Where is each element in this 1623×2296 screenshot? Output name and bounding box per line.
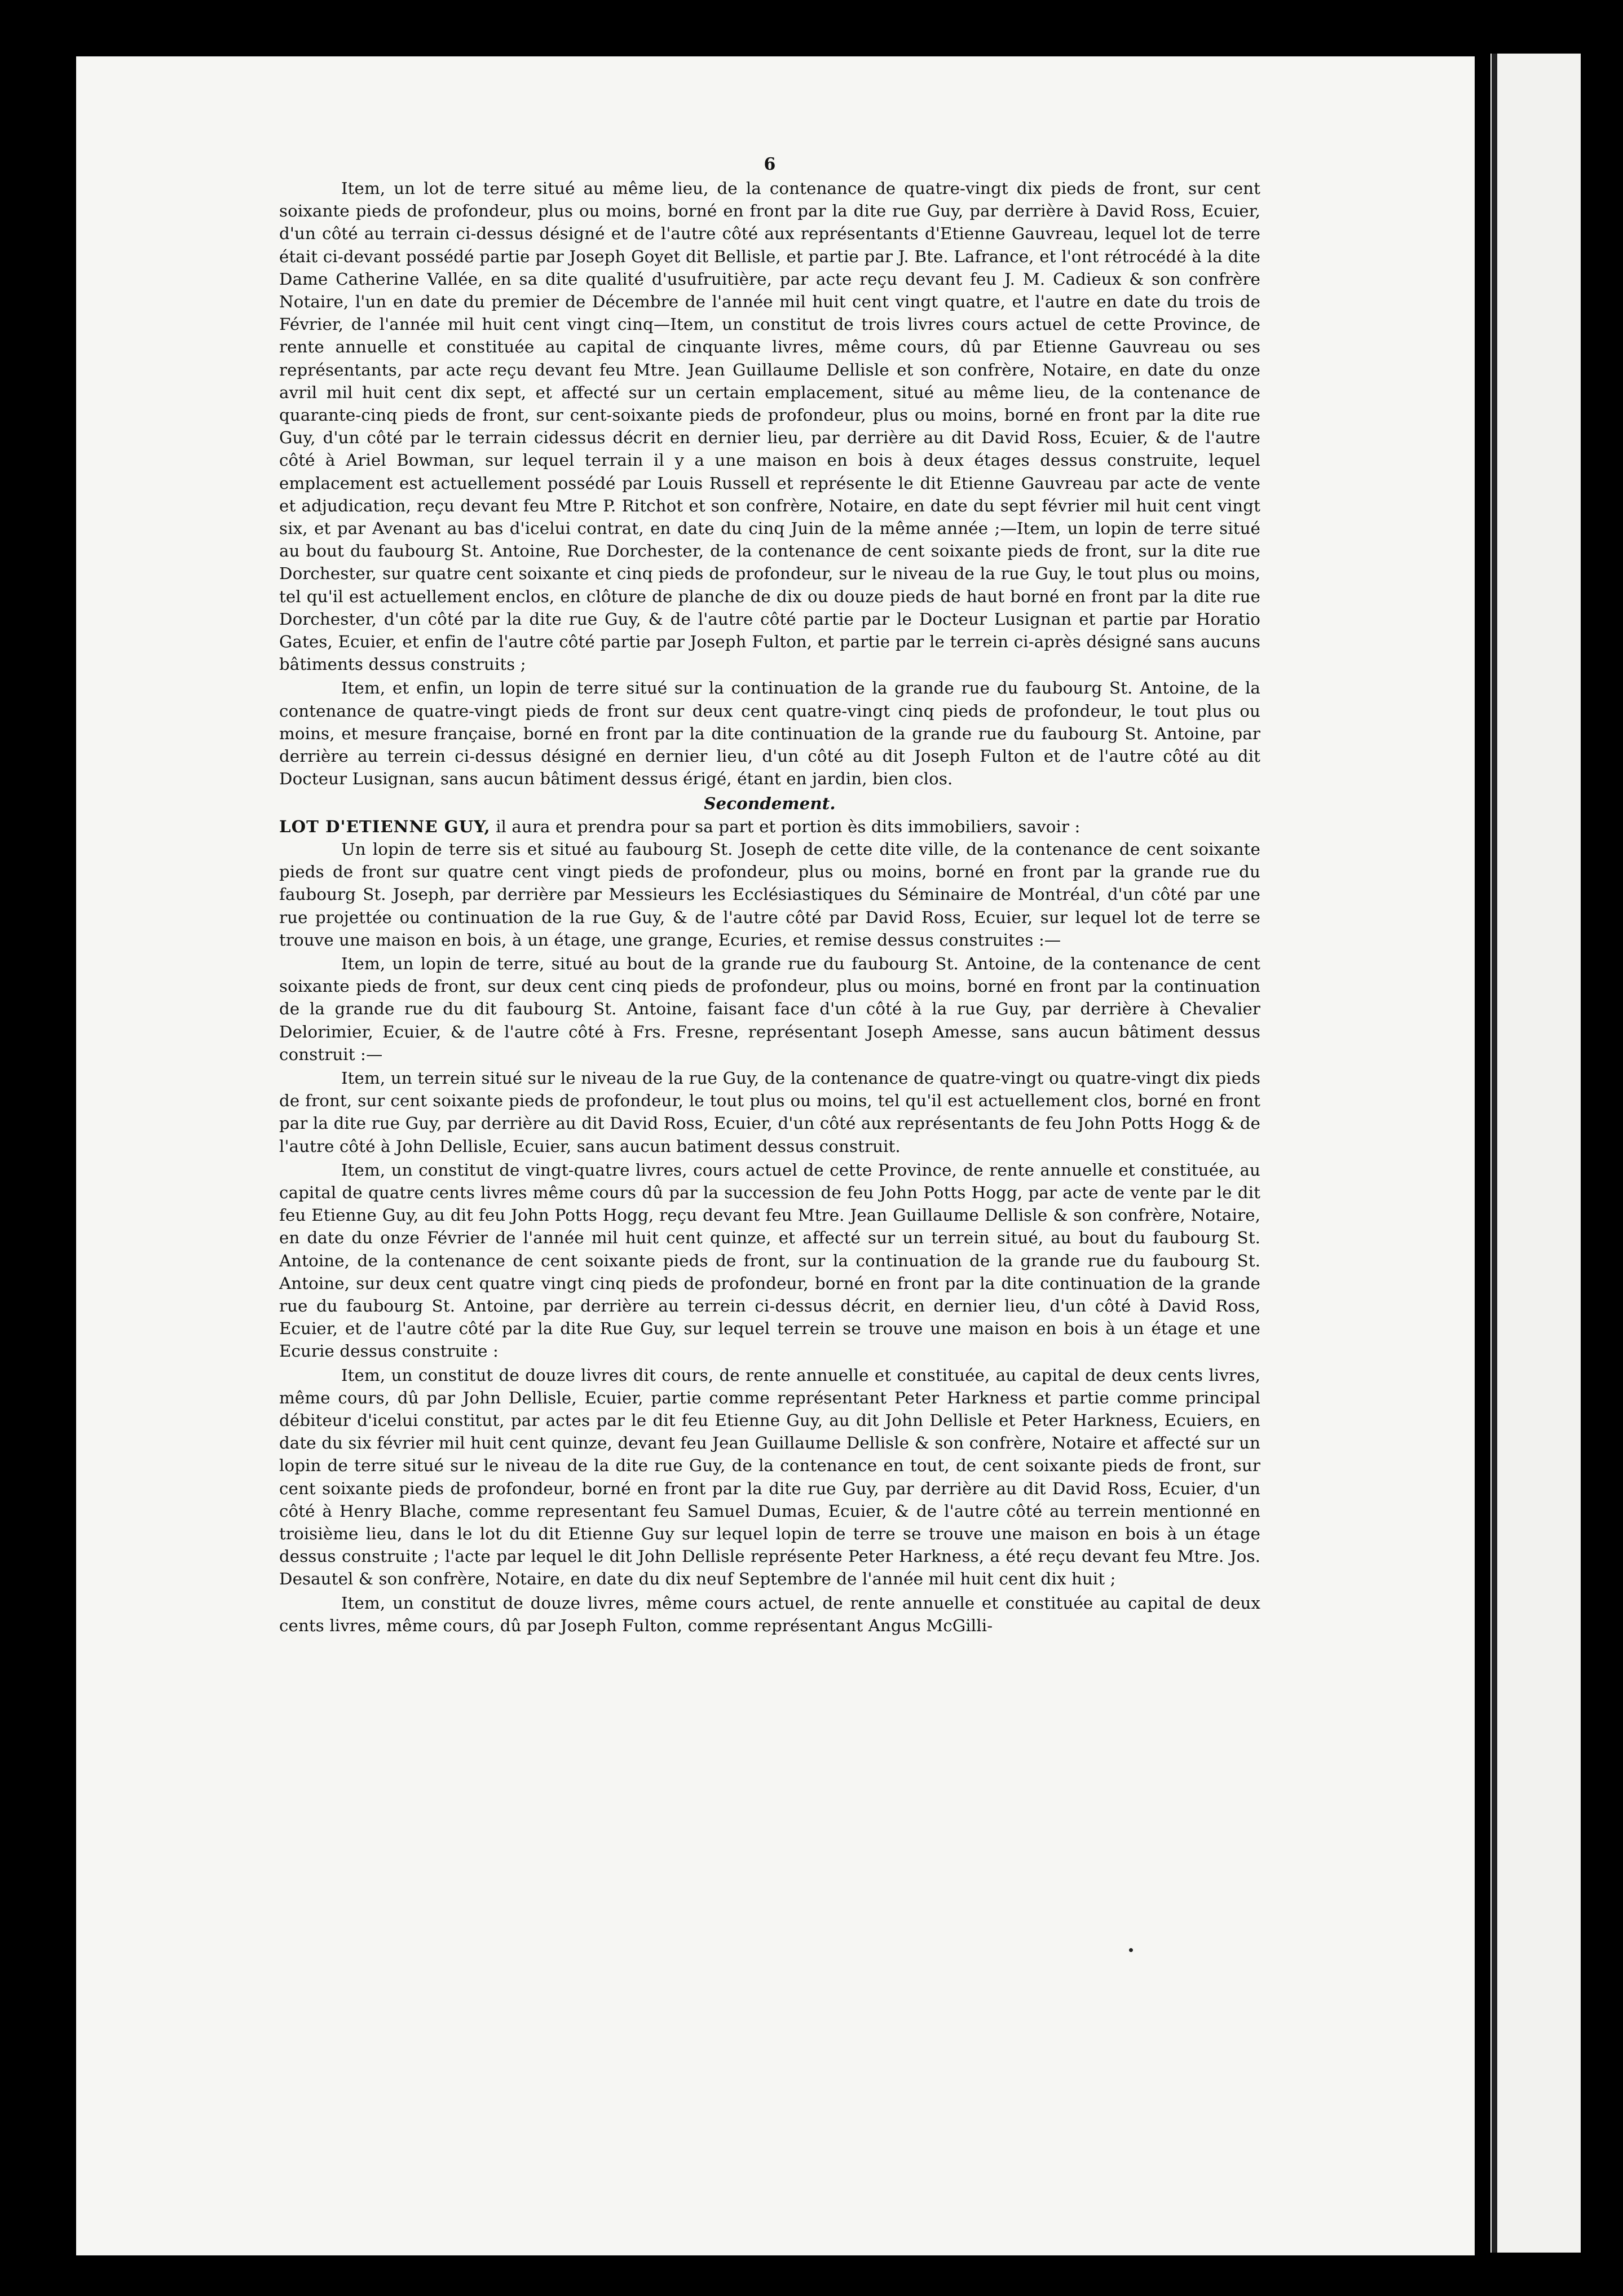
page-gutter-shadow <box>1492 54 1497 2253</box>
paragraph-item-terrein-guy: Item, un terrein situé sur le niveau de la rue Guy, de la contenance de quatre-vingt ou quatre-vingt dix pieds de front, sur cent soixante pieds de profondeur, le tout plus ou moins, tel qu'il est actuellement clos, borné en front par la dite rue Guy, par derrière au dit David Ross, Ecuier, d'un côté aux représentants de feu John Potts Hogg & de l'autre côté à John Dellisle, Ecuier, sans aucun batiment dessus construit. <box>279 1068 1260 1156</box>
page-number: 6 <box>764 154 776 174</box>
paragraph-lopin-st-joseph: Un lopin de terre sis et situé au faubourg St. Joseph de cette dite ville, de la contenance de cent soixante pieds de front sur quatre cent vingt pieds de profondeur, plus ou moins, borné en front par la grande rue du faubourg St. Joseph, par derrière par Messieurs les Ecclésiastiques du Séminaire de Montréal, d'un côté par une rue projettée ou continuation de la rue Guy, & de l'autre côté par David Ross, Ecuier, sur lequel lot de terre se trouve une maison en bois, à un étage, une grange, Ecuries, et remise dessus construites :— <box>279 839 1260 950</box>
document-body <box>279 153 1260 1637</box>
paragraph-constitut-douze-dellisle: Item, un constitut de douze livres dit cours, de rente annuelle et constituée, au capital de deux cents livres, même cours, dû par John Dellisle, Ecuier, partie comme représentant Peter Harkness et partie comme principal débiteur d'icelui constitut, par actes par le dit feu Etienne Guy, au dit John Dellisle et Peter Harkness, Ecuiers, en date du six février mil huit cent quinze, devant feu Jean Guillaume Dellisle & son confrère, Notaire et affecté sur un lopin de terre situé sur le niveau de la dite rue Guy, de la contenance en tout, de cent soixante pieds de front, sur cent soixante pieds de profondeur, borné en front par la dite rue Guy, par derrière au dit David Ross, Ecuier, d'un côté à Henry Blache, comme representant feu Samuel Dumas, Ecuier, & de l'autre côté au terrein mentionné en troisième lieu, dans le lot du dit Etienne Guy sur lequel lopin de terre se trouve une maison en bois à un étage dessus construite ; l'acte par lequel le dit John Dellisle représente Peter Harkness, a été reçu devant feu Mtre. Jos. Desautel & son confrère, Notaire, en date du dix neuf Septembre de l'année mil huit cent dix huit ; <box>279 1365 1260 1589</box>
paragraph-item-st-antoine: Item, un lopin de terre, situé au bout de la grande rue du faubourg St. Antoine, de la contenance de cent soixante pieds de front, sur deux cent cinq pieds de profondeur, plus ou moins, borné en front par la continuation de la grande rue du dit faubourg St. Antoine, faisant face d'un côté à la rue Guy, par derrière à Chevalier Delorimier, Ecuier, & de l'autre côté à Frs. Fresne, représentant Joseph Amesse, sans aucun bâtiment dessus construit :— <box>279 953 1260 1064</box>
paragraph-item-lot-guy: Item, un lot de terre situé au même lieu, de la contenance de quatre-vingt dix pieds de front, sur cent soixante pieds de profondeur, plus ou moins, borné en front par la dite rue Guy, par derrière à David Ross, Ecuier, d'un côté au terrain ci-dessus désigné et de l'autre côté aux représentants d'Etienne Gauvreau, lequel lot de terre était ci-devant possédé partie par Joseph Goyet dit Bellisle, et partie par J. Bte. Lafrance, et l'ont rétrocédé à la dite Dame Catherine Vallée, en sa dite qualité d'usufruitière, par acte reçu devant feu J. M. Cadieux & son confrère Notaire, l'un en date du premier de Décembre de l'année mil huit cent vingt quatre, et l'autre en date du trois de Février, de l'année mil huit cent vingt cinq—Item, un constitut de trois livres cours actuel de cette Province, de rente annuelle et constituée au capital de cinquante livres, même cours, dû par Etienne Gauvreau ou ses représentants, par acte reçu devant feu Mtre. Jean Guillaume Dellisle et son confrère, Notaire, en date du onze avril mil huit cent dix sept, et affecté sur un certain emplacement, situé au même lieu, de la contenance de quarante-cinq pieds de front, sur cent-soixante pieds de profondeur, plus ou moins, borné en front par la dite rue Guy, d'un côté par le terrain cidessus décrit en dernier lieu, par derrière au dit David Ross, Ecuier, & de l'autre côté à Ariel Bowman, sur lequel terrain il y a une maison en bois à deux étages dessus construite, lequel emplacement est actuellement possédé par Louis Russell et représente le dit Etienne Gauvreau par acte de vente et adjudication, reçu devant feu Mtre P. Ritchot et son confrère, Notaire, en date du sept février mil huit cent vingt six, et par Avenant au bas d'icelui contrat, en date du cinq Juin de la même année ;—Item, un lopin de terre situé au bout du faubourg St. Antoine, Rue Dorchester, de la contenance de cent soixante pieds de front, sur la dite rue Dorchester, sur quatre cent soixante et cinq pieds de profondeur, sur le niveau de la rue Guy, le tout plus ou moins, tel qu'il est actuellement enclos, en clôture de planche de dix ou douze pieds de haut borné en front par la dite rue Dorchester, d'un côté par la dite rue Guy, & de l'autre côté partie par le Docteur Lusignan et partie par Horatio Gates, Ecuier, et enfin de l'autre côté partie par Joseph Fulton, et partie par le terrein ci-après désigné sans aucuns bâtiments dessus construits ; <box>279 179 1260 674</box>
paragraph-constitut-douze-fulton: Item, un constitut de douze livres, même cours actuel, de rente annuelle et constituée au capital de deux cents livres, même cours, dû par Joseph Fulton, comme représentant Angus McGilli- <box>279 1593 1260 1635</box>
ink-speck <box>1129 1948 1133 1952</box>
scan-border-left <box>0 0 76 2296</box>
paragraph-item-enfin: Item, et enfin, un lopin de terre situé sur la continuation de la grande rue du faubourg St. Antoine, de la contenance de quatre-vingt pieds de front sur deux cent quatre-vingt cinq pieds de profondeur, le tout plus ou moins, et mesure française, borné en front par la dite continuation de la grande rue du faubourg St. Antoine, par derrière au terrein ci-dessus désigné en dernier lieu, d'un côté au dit Joseph Fulton et de l'autre côté au dit Docteur Lusignan, sans aucun bâtiment dessus érigé, étant en jardin, bien clos. <box>279 678 1260 789</box>
lot-heading <box>279 815 1260 838</box>
lot-heading-name: LOT D'ETIENNE GUY, <box>279 816 491 836</box>
paragraph-constitut-vingt-quatre: Item, un constitut de vingt-quatre livres, cours actuel de cette Province, de rente annuelle et constituée, au capital de quatre cents livres même cours dû par la succession de feu John Potts Hogg, par acte de vente par le dit feu Etienne Guy, au dit feu John Potts Hogg, reçu devant feu Mtre. Jean Guillaume Dellisle & son confrère, Notaire, en date du onze Février de l'année mil huit cent quinze, et affecté sur un terrein situé, au bout du faubourg St. Antoine, de la contenance de cent soixante pieds de front, sur la continuation de la grande rue du faubourg St. Antoine, sur deux cent quatre vingt cinq pieds de profondeur, borné en front par la dite continuation de la grande rue du faubourg St. Antoine, par derrière au terrein ci-dessus décrit, en dernier lieu, d'un côté à David Ross, Ecuier, et de l'autre côté par la dite Rue Guy, sur lequel terrein se trouve une maison en bois à un étage et une Ecurie dessus construite : <box>279 1160 1260 1361</box>
section-heading: Secondement. <box>704 793 836 814</box>
facing-page-edge <box>1475 0 1623 2296</box>
lot-heading-text: il aura et prendra pour sa part et portion ès dits immobiliers, savoir : <box>490 816 1080 836</box>
facing-page-sheet <box>1490 54 1581 2253</box>
